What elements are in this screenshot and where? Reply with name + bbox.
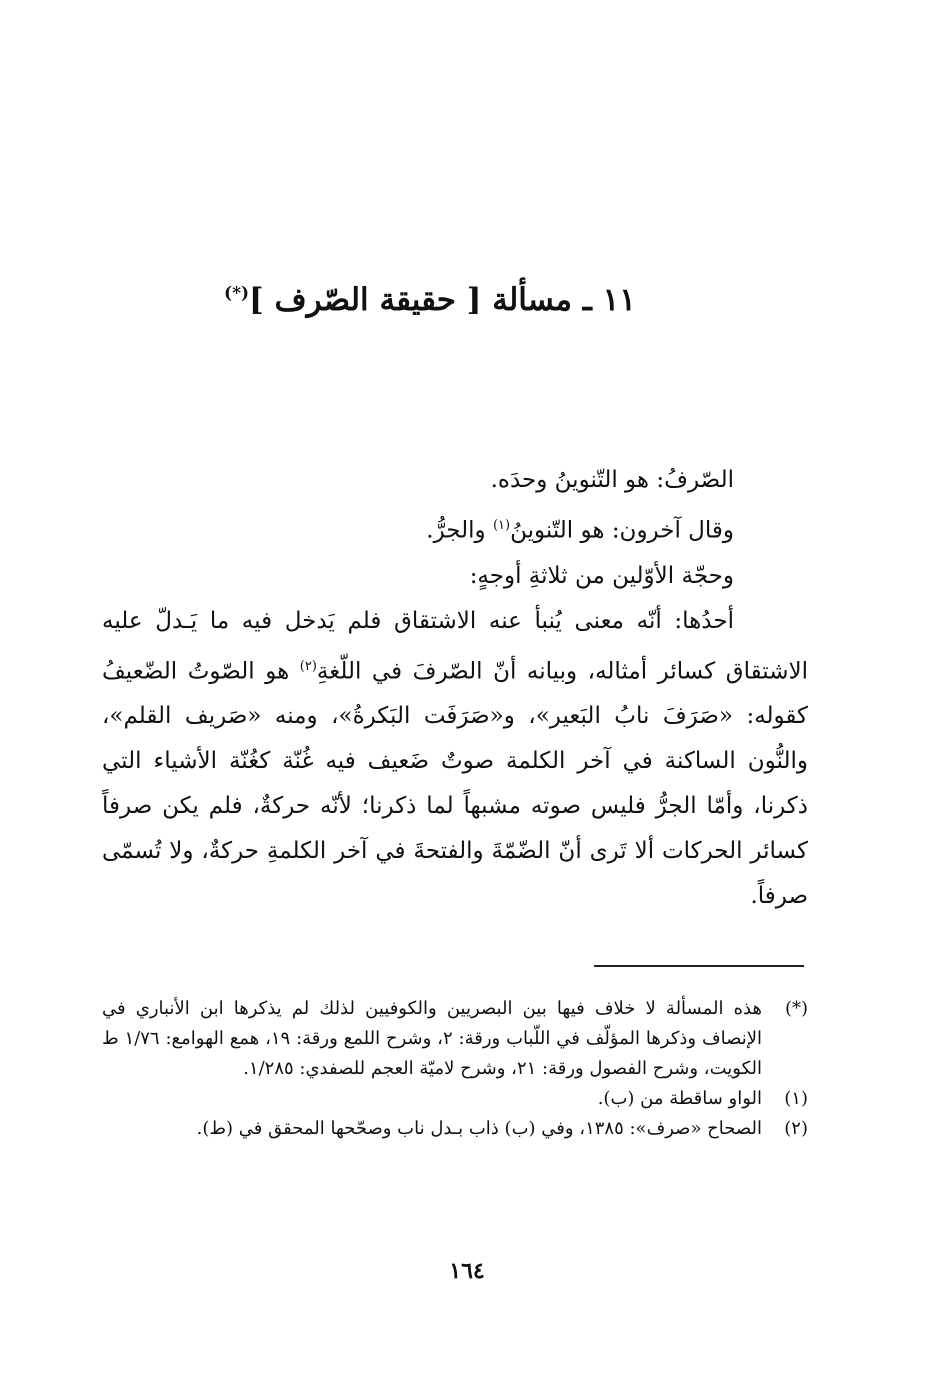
footnote-separator bbox=[594, 965, 804, 967]
footnote-1 bbox=[102, 1084, 808, 1114]
footnote-marker: (١) bbox=[784, 1088, 808, 1109]
footnote-ref-1: (١) bbox=[492, 518, 511, 533]
footnote-ref-2: (٢) bbox=[299, 658, 317, 674]
footnote-text: الواو ساقطة من (ب). bbox=[597, 1088, 762, 1109]
body-text bbox=[102, 458, 808, 919]
footnotes bbox=[102, 994, 808, 1144]
footnote-marker: (٢) bbox=[784, 1118, 808, 1139]
paragraph-argument-intro: وحجّة الأوّلين من ثلاثةِ أوجهٍ: bbox=[469, 562, 734, 589]
footnote-marker: (*) bbox=[784, 998, 808, 1019]
footnote-2 bbox=[102, 1114, 808, 1144]
footnote-text: هذه المسألة لا خلاف فيها بين البصريين والكوفيين لذلك لم يذكرها ابن الأنباري في الإنصاف وذكرها المؤلّف في اللّباب ورقة: ٢، وشرح اللمع ورقة: ١٩، همع الهوامع: ١/٧٦ ط الكويت، وشرح الفصول ورقة: ٢١، وشرح لاميّة العجم للصفدي: ١/٢٨٥. bbox=[102, 998, 762, 1079]
footnote-star bbox=[102, 994, 808, 1084]
page-number: ١٦٤ bbox=[449, 1258, 485, 1284]
section-title bbox=[200, 282, 660, 319]
paragraph-others-opinion: وقال آخرون: هو التّنوينُ$^{(١)}$ والجرُّ. bbox=[426, 517, 734, 544]
section-title-text: ١١ ـ مسألة [ حقيقة الصّرف ] bbox=[249, 282, 636, 318]
footnote-text: الصحاح «صرف»: ١٣٨٥، وفي (ب) ذاب بـدل ناب وصحّحها المحقق في (ط). bbox=[196, 1118, 762, 1139]
title-footnote-marker: (*) bbox=[224, 283, 250, 304]
paragraph-first-reason: أحدُها: أنّه معنى يُنبأ عنه الاشتقاق فلم يَدخل فيه ما يَـدلّ عليه الاشتقاق كسائر أمثاله، وبيانه أنّ الصّرفَ في اللّغةِ$^{(٢)}$ هو الصّوتُ الضّعيفُ كقوله: «صَرَفَ نابُ البَعير»، و«صَرَفَت البَكرةُ»، ومنه «صَريف القلم»، والنُّون الساكنة في آخر الكلمة صوتٌ ضَعيف فيه غُنّة كغُنّة الأشياء التي ذكرنا، وأمّا الجرُّ فليس صوته مشبهاً لما ذكرنا؛ لأنّه حركةٌ، فلم يكن صرفاً كسائر الحركات ألا تَرى أنّ الضّمّةَ والفتحةَ في آخر الكلمةِ حركةٌ، ولا تُسمّى صرفاً. bbox=[102, 607, 808, 910]
paragraph-definition: الصّرفُ: هو التّنوينُ وحدَه. bbox=[490, 467, 734, 493]
